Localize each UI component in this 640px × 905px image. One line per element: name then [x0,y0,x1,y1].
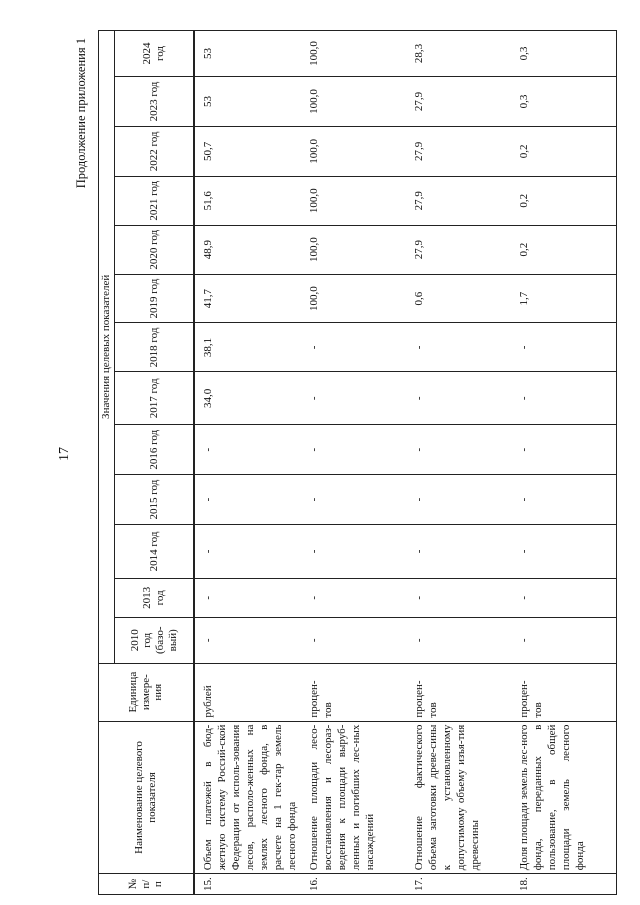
value-cell: - [301,617,406,663]
value-cell: - [195,524,301,578]
value-cell: - [195,578,301,617]
rotated-page-content [74,30,586,895]
header-year: 2018 год [115,323,194,372]
value-cell: 0,2 [511,225,617,274]
value-cell: 53 [195,31,301,77]
value-cell: 27,9 [406,225,511,274]
value-cell: 0,3 [511,31,617,77]
header-num: № п/п [99,874,194,895]
value-cell: 51,6 [195,176,301,225]
header-year: 2020 год [115,225,194,274]
value-cell: 100,0 [301,77,406,127]
value-cell: - [406,617,511,663]
header-year: 2014 год [115,524,194,578]
header-year: 2022 год [115,126,194,176]
header-unit: Единица измере-ния [99,663,194,721]
value-cell: 53 [195,77,301,127]
header-year: 2016 год [115,425,194,475]
table-row [301,31,406,895]
table-row [406,31,511,895]
value-cell: 48,9 [195,225,301,274]
row-number: 18. [511,874,617,895]
indicator-unit: процен-тов [511,663,617,721]
value-cell: - [406,323,511,372]
value-cell: - [406,372,511,425]
value-cell: - [301,323,406,372]
header-year: 2019 год [115,274,194,323]
header-year: 2015 год [115,475,194,525]
value-cell: 41,7 [195,274,301,323]
value-cell: - [301,578,406,617]
value-cell: 0,2 [511,176,617,225]
indicator-unit: процен-тов [406,663,511,721]
value-cell: - [511,578,617,617]
header-year: 2017 год [115,372,194,425]
value-cell: - [511,372,617,425]
value-cell: 38,1 [195,323,301,372]
value-cell: - [301,372,406,425]
table-row [511,31,617,895]
page-number: 17 [57,447,72,461]
value-cell: 100,0 [301,176,406,225]
value-cell: 100,0 [301,225,406,274]
indicator-unit: процен-тов [301,663,406,721]
header-name: Наименование целевого показателя [99,721,194,874]
value-cell: - [406,524,511,578]
indicator-name: Доля площади земель лес-ного фонда, переданных в пользование, в общей площади земель лесного фонда [511,721,617,874]
value-cell: 0,2 [511,126,617,176]
indicator-unit: рублей [195,663,301,721]
value-cell: 100,0 [301,274,406,323]
value-cell: - [406,578,511,617]
header-year: 2013 год [115,578,194,617]
value-cell: 34,0 [195,372,301,425]
table-row [195,31,301,895]
header-year: 2023 год [115,77,194,127]
indicator-name: Отношение площади лесо-восстановления и лесораз-ведения к площади выруб-ленных и погибших лес-ных насаждений [301,721,406,874]
value-cell: - [301,425,406,475]
value-cell: 0,3 [511,77,617,127]
value-cell: 100,0 [301,126,406,176]
row-number: 16. [301,874,406,895]
value-cell: - [195,425,301,475]
value-cell: - [511,617,617,663]
header-year: 2010 год (базо-вый) [115,617,194,663]
row-number: 17. [406,874,511,895]
value-cell: 27,9 [406,77,511,127]
value-cell: - [511,475,617,525]
header-year: 2024 год [115,31,194,77]
value-cell: 27,9 [406,126,511,176]
value-cell: - [406,425,511,475]
value-cell: - [195,617,301,663]
value-cell: - [511,524,617,578]
value-cell: 100,0 [301,31,406,77]
value-cell: 28,3 [406,31,511,77]
indicators-table [98,30,617,895]
value-cell: 27,9 [406,176,511,225]
header-values-group: Значения целевых показателей [99,31,115,664]
value-cell: - [195,475,301,525]
value-cell: - [511,323,617,372]
value-cell: - [511,425,617,475]
indicator-name: Объем платежей в бюд-жетную систему Россий-ской Федерации от исполь-зования лесов, располо-женных на землях лесного фонда, в расчете на 1 гек-тар земель лесного фонда [195,721,301,874]
value-cell: - [406,475,511,525]
indicator-name: Отношение фактического объема заготовки древе-сины к установленному допустимому объему изъя-тия древесины [406,721,511,874]
header-year: 2021 год [115,176,194,225]
row-number: 15. [195,874,301,895]
value-cell: - [301,524,406,578]
continuation-label: Продолжение приложения 1 [74,38,88,189]
value-cell: 1,7 [511,274,617,323]
value-cell: 0,6 [406,274,511,323]
value-cell: - [301,475,406,525]
value-cell: 50,7 [195,126,301,176]
